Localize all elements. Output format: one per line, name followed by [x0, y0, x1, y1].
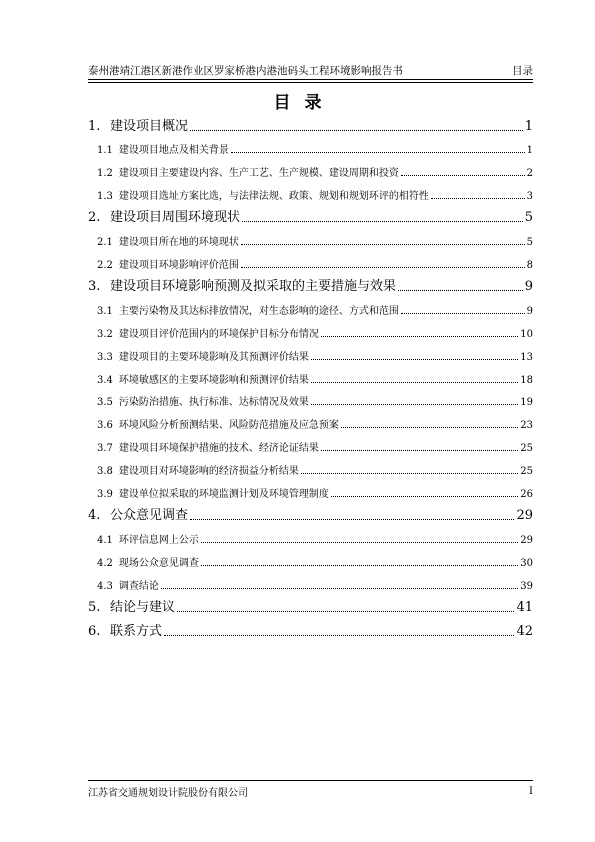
toc-entry-title: 联系方式	[110, 623, 163, 639]
toc-dot-leader	[190, 519, 514, 520]
toc-dot-leader	[201, 542, 518, 543]
toc-entry-number: 1.2	[97, 168, 113, 180]
toc-entry-page: 41	[516, 600, 533, 616]
toc-entry-number: 4.1	[97, 534, 113, 546]
toc-entry-title: 建设项目主要建设内容、生产工艺、生产规模、建设周期和投资	[118, 168, 399, 180]
toc-entry-section[interactable]	[88, 363, 533, 386]
page-header	[88, 58, 533, 78]
toc-entry-section[interactable]	[88, 477, 533, 500]
toc-entry-title: 建设项目地点及相关背景	[118, 145, 229, 157]
toc-dot-leader	[311, 359, 518, 360]
toc-entry-page: 13	[520, 351, 533, 363]
toc-title: 目录	[273, 93, 336, 113]
toc-entry-number: 3.2	[97, 329, 113, 341]
toc-dot-leader	[321, 336, 518, 337]
header-rule-thin	[88, 82, 533, 83]
toc-entry-chapter[interactable]	[88, 615, 533, 639]
footer-rule	[88, 780, 533, 781]
toc-entry-number: 3.6	[97, 420, 113, 432]
toc-dot-leader	[301, 473, 518, 474]
toc-entry-number: 3.7	[97, 443, 113, 455]
toc-entry-chapter[interactable]	[88, 202, 533, 226]
toc-entry-title: 现场公众意见调查	[118, 557, 199, 569]
toc-dot-leader	[331, 496, 518, 497]
toc-entry-number: 3.1	[97, 306, 113, 318]
toc-entry-number: 3.4	[97, 374, 113, 386]
toc-entry-number: 1.1	[97, 145, 113, 157]
toc-entry-section[interactable]	[88, 546, 533, 569]
toc-entry-title: 结论与建议	[110, 600, 176, 616]
toc-dot-leader	[401, 313, 525, 314]
toc-entry-title: 公众意见调查	[110, 508, 189, 524]
toc-entry-section[interactable]	[88, 408, 533, 431]
toc-entry-section[interactable]	[88, 386, 533, 409]
toc-entry-title: 建设项目概况	[110, 118, 189, 134]
toc-entry-number: 6.	[88, 623, 101, 639]
toc-entry-title: 污染防治措施、执行标准、达标情况及效果	[118, 397, 309, 409]
toc-dot-leader	[190, 130, 523, 131]
toc-entry-section[interactable]	[88, 294, 533, 317]
toc-entry-title: 环境敏感区的主要环境影响和预测评价结果	[118, 374, 309, 386]
toc-entry-title: 建设项目周围环境现状	[110, 210, 241, 226]
toc-entry-chapter[interactable]	[88, 592, 533, 616]
toc-entry-chapter[interactable]	[88, 500, 533, 524]
toc-dot-leader	[241, 267, 525, 268]
toc-entry-number: 1.	[88, 118, 101, 134]
page-footer	[88, 783, 533, 799]
toc-entry-section[interactable]	[88, 340, 533, 363]
toc-dot-leader	[231, 152, 525, 153]
toc-entry-title: 建设单位拟采取的环境监测计划及环境管理制度	[118, 488, 329, 500]
toc-entry-page: 30	[520, 557, 533, 569]
toc-entry-section[interactable]	[88, 431, 533, 454]
toc-entry-number: 4.	[88, 508, 101, 524]
toc-entry-chapter[interactable]	[88, 110, 533, 134]
toc-dot-leader	[311, 404, 518, 405]
toc-entry-title: 建设项目环境影响预测及拟采取的主要措施与效果	[110, 279, 397, 295]
toc-entry-number: 4.3	[97, 580, 113, 592]
toc-entry-page: 23	[520, 420, 533, 432]
toc-entry-title: 调查结论	[118, 580, 159, 592]
toc-entry-page: 25	[520, 443, 533, 455]
toc-dot-leader	[321, 450, 518, 451]
toc-entry-page: 42	[516, 623, 533, 639]
toc-entry-title: 建设项目选址方案比选，与法律法规、政策、规划和规划环评的相符性	[118, 190, 429, 202]
toc-entry-page: 5	[524, 210, 533, 226]
toc-entry-page: 1	[526, 145, 533, 157]
toc-entry-page: 8	[526, 259, 533, 271]
toc-entry-number: 2.	[88, 210, 101, 226]
toc-entry-section[interactable]	[88, 569, 533, 592]
toc-entry-number: 5.	[88, 600, 101, 616]
toc-entry-number: 3.9	[97, 488, 113, 500]
toc-entry-section[interactable]	[88, 523, 533, 546]
header-section: 目录	[512, 65, 533, 77]
header-rule	[88, 79, 533, 80]
toc-dot-leader	[341, 427, 518, 428]
toc-entry-title: 建设项目所在地的环境现状	[118, 237, 239, 249]
toc-dot-leader	[177, 611, 514, 612]
footer-page-number: I	[529, 785, 533, 797]
toc-entry-title: 建设项目评价范围内的环境保护目标分布情况	[118, 329, 319, 341]
toc-entry-number: 3.5	[97, 397, 113, 409]
toc-entry-page: 2	[526, 168, 533, 180]
toc-entry-page: 1	[524, 118, 533, 134]
toc-dot-leader	[241, 244, 525, 245]
toc-entry-page: 5	[526, 237, 533, 249]
toc-entry-page: 18	[520, 374, 533, 386]
toc-entry-number: 4.2	[97, 557, 113, 569]
toc-dot-leader	[201, 565, 518, 566]
toc-entry-page: 19	[520, 397, 533, 409]
toc-entry-title: 建设项目的主要环境影响及其预测评价结果	[118, 351, 309, 363]
toc-entry-title: 环境风险分析预测结果、风险防范措施及应急预案	[118, 420, 339, 432]
toc-dot-leader	[401, 175, 525, 176]
toc-entry-title: 环评信息网上公示	[118, 534, 199, 546]
toc-entry-title: 建设项目环境影响评价范围	[118, 259, 239, 271]
toc-entry-page: 29	[520, 534, 533, 546]
toc-entry-page: 39	[520, 580, 533, 592]
toc-entry-section[interactable]	[88, 454, 533, 477]
toc-entry-page: 25	[520, 465, 533, 477]
toc-dot-leader	[398, 290, 523, 291]
toc-entry-number: 1.3	[97, 190, 113, 202]
toc-entry-section[interactable]	[88, 317, 533, 340]
toc-entry-title: 主要污染物及其达标排放情况，对生态影响的途径、方式和范围	[118, 306, 399, 318]
toc-entry-title: 建设项目对环境影响的经济损益分析结果	[118, 465, 299, 477]
toc-entry-section[interactable]	[88, 248, 533, 271]
footer-company: 江苏省交通规划设计院股份有限公司	[88, 787, 248, 799]
toc-entry-number: 2.2	[97, 259, 113, 271]
toc-entry-title: 建设项目环境保护措施的技术、经济论证结果	[118, 443, 319, 455]
table-of-contents	[88, 110, 533, 639]
toc-dot-leader	[161, 588, 518, 589]
toc-entry-page: 3	[526, 190, 533, 202]
toc-dot-leader	[242, 221, 523, 222]
toc-entry-section[interactable]	[88, 179, 533, 202]
toc-entry-chapter[interactable]	[88, 271, 533, 295]
toc-entry-page: 10	[520, 329, 533, 341]
toc-dot-leader	[164, 635, 514, 636]
toc-entry-page: 29	[516, 508, 533, 524]
toc-entry-page: 9	[526, 306, 533, 318]
toc-dot-leader	[431, 198, 525, 199]
toc-entry-page: 9	[524, 279, 533, 295]
toc-entry-number: 3.	[88, 279, 101, 295]
toc-entry-section[interactable]	[88, 134, 533, 157]
toc-entry-section[interactable]	[88, 225, 533, 248]
toc-entry-section[interactable]	[88, 156, 533, 179]
toc-entry-page: 26	[520, 488, 533, 500]
toc-entry-number: 3.8	[97, 465, 113, 477]
toc-dot-leader	[311, 382, 518, 383]
toc-entry-number: 3.3	[97, 351, 113, 363]
toc-entry-number: 2.1	[97, 237, 113, 249]
header-title: 泰州港靖江港区新港作业区罗家桥港内港池码头工程环境影响报告书	[88, 65, 403, 77]
